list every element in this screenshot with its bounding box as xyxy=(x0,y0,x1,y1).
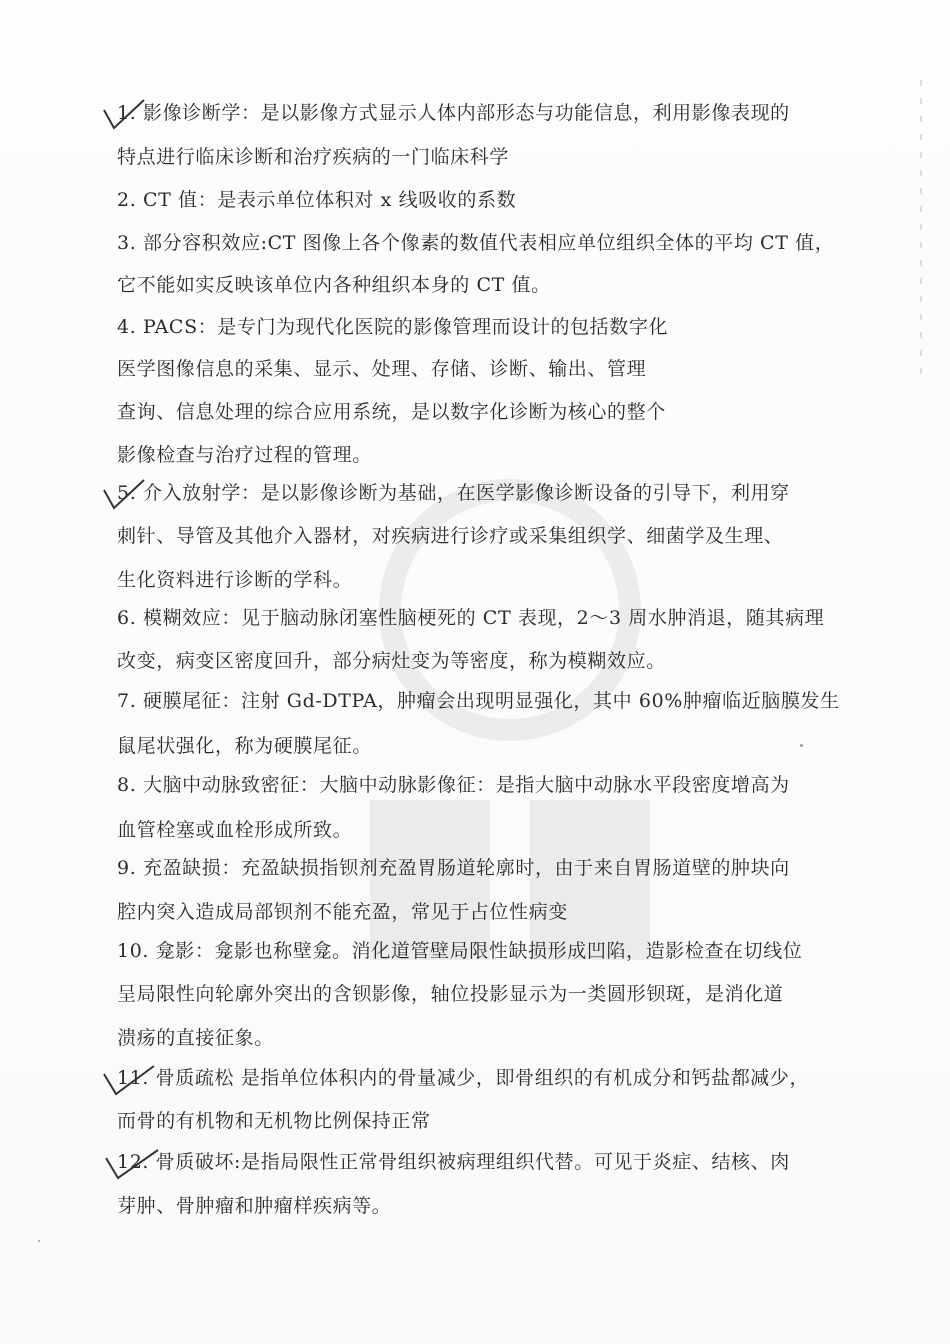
term-8-line-1: 8. 大脑中动脉致密征：大脑中动脉影像征：是指大脑中动脉水平段密度增高为 xyxy=(117,774,790,796)
term-6-line-2: 改变，病变区密度回升，部分病灶变为等密度，称为模糊效应。 xyxy=(117,650,666,672)
term-4-line-2: 医学图像信息的采集、显示、处理、存储、诊断、输出、管理 xyxy=(117,358,647,380)
term-10-line-1: 10. 龛影：龛影也称壁龛。消化道管壁局限性缺损形成凹陷，造影检查在切线位 xyxy=(117,940,803,962)
term-3-line-1: 3. 部分容积效应:CT 图像上各个像素的数值代表相应单位组织全体的平均 CT 值， xyxy=(117,232,835,254)
term-4-line-4: 影像检查与治疗过程的管理。 xyxy=(117,444,372,466)
term-6-line-1: 6. 模糊效应：见于脑动脉闭塞性脑梗死的 CT 表现，2～3 周水肿消退，随其病理 xyxy=(117,607,825,629)
term-10-line-3: 溃疡的直接征象。 xyxy=(117,1027,274,1049)
term-10-line-2: 呈局限性向轮廓外突出的含钡影像，轴位投影显示为一类圆形钡斑，是消化道 xyxy=(117,983,784,1005)
term-11-line-1: 11. 骨质疏松 是指单位体积内的骨量减少，即骨组织的有机成分和钙盐都减少， xyxy=(117,1067,810,1089)
term-2-line-1: 2. CT 值：是表示单位体积对 x 线吸收的系数 xyxy=(117,189,517,211)
term-1-line-2: 特点进行临床诊断和治疗疾病的一门临床科学 xyxy=(117,146,510,168)
term-11-line-2: 而骨的有机物和无机物比例保持正常 xyxy=(117,1110,431,1132)
term-7-line-1: 7. 硬膜尾征：注射 Gd-DTPA，肿瘤会出现明显强化，其中 60%肿瘤临近脑膜发生 xyxy=(117,690,840,712)
term-9-line-1: 9. 充盈缺损：充盈缺损指钡剂充盈胃肠道轮廓时，由于来自胃肠道壁的肿块向 xyxy=(117,857,790,879)
term-12-line-2: 芽肿、骨肿瘤和肿瘤样疾病等。 xyxy=(117,1195,392,1217)
scan-speck xyxy=(38,1240,40,1242)
term-5-line-1: 5. 介入放射学：是以影像诊断为基础，在医学影像诊断设备的引导下，利用穿 xyxy=(117,482,790,504)
term-4-line-3: 查询、信息处理的综合应用系统，是以数字化诊断为核心的整个 xyxy=(117,401,666,423)
scan-speck xyxy=(800,744,803,747)
term-1-line-1: 1. 影像诊断学：是以影像方式显示人体内部形态与功能信息，利用影像表现的 xyxy=(117,102,790,124)
term-3-line-2: 它不能如实反映该单位内各种组织本身的 CT 值。 xyxy=(117,274,551,296)
scan-edge-mark xyxy=(920,80,922,380)
term-5-line-2: 刺针、导管及其他介入器材，对疾病进行诊疗或采集组织学、细菌学及生理、 xyxy=(117,525,784,547)
term-12-line-1: 12. 骨质破坏:是指局限性正常骨组织被病理组织代替。可见于炎症、结核、肉 xyxy=(117,1151,790,1173)
term-5-line-3: 生化资料进行诊断的学科。 xyxy=(117,569,353,591)
term-8-line-2: 血管栓塞或血栓形成所致。 xyxy=(117,819,353,841)
term-4-line-1: 4. PACS：是专门为现代化医院的影像管理而设计的包括数字化 xyxy=(117,316,669,338)
term-9-line-2: 腔内突入造成局部钡剂不能充盈，常见于占位性病变 xyxy=(117,901,568,923)
term-7-line-2: 鼠尾状强化，称为硬膜尾征。 xyxy=(117,735,372,757)
